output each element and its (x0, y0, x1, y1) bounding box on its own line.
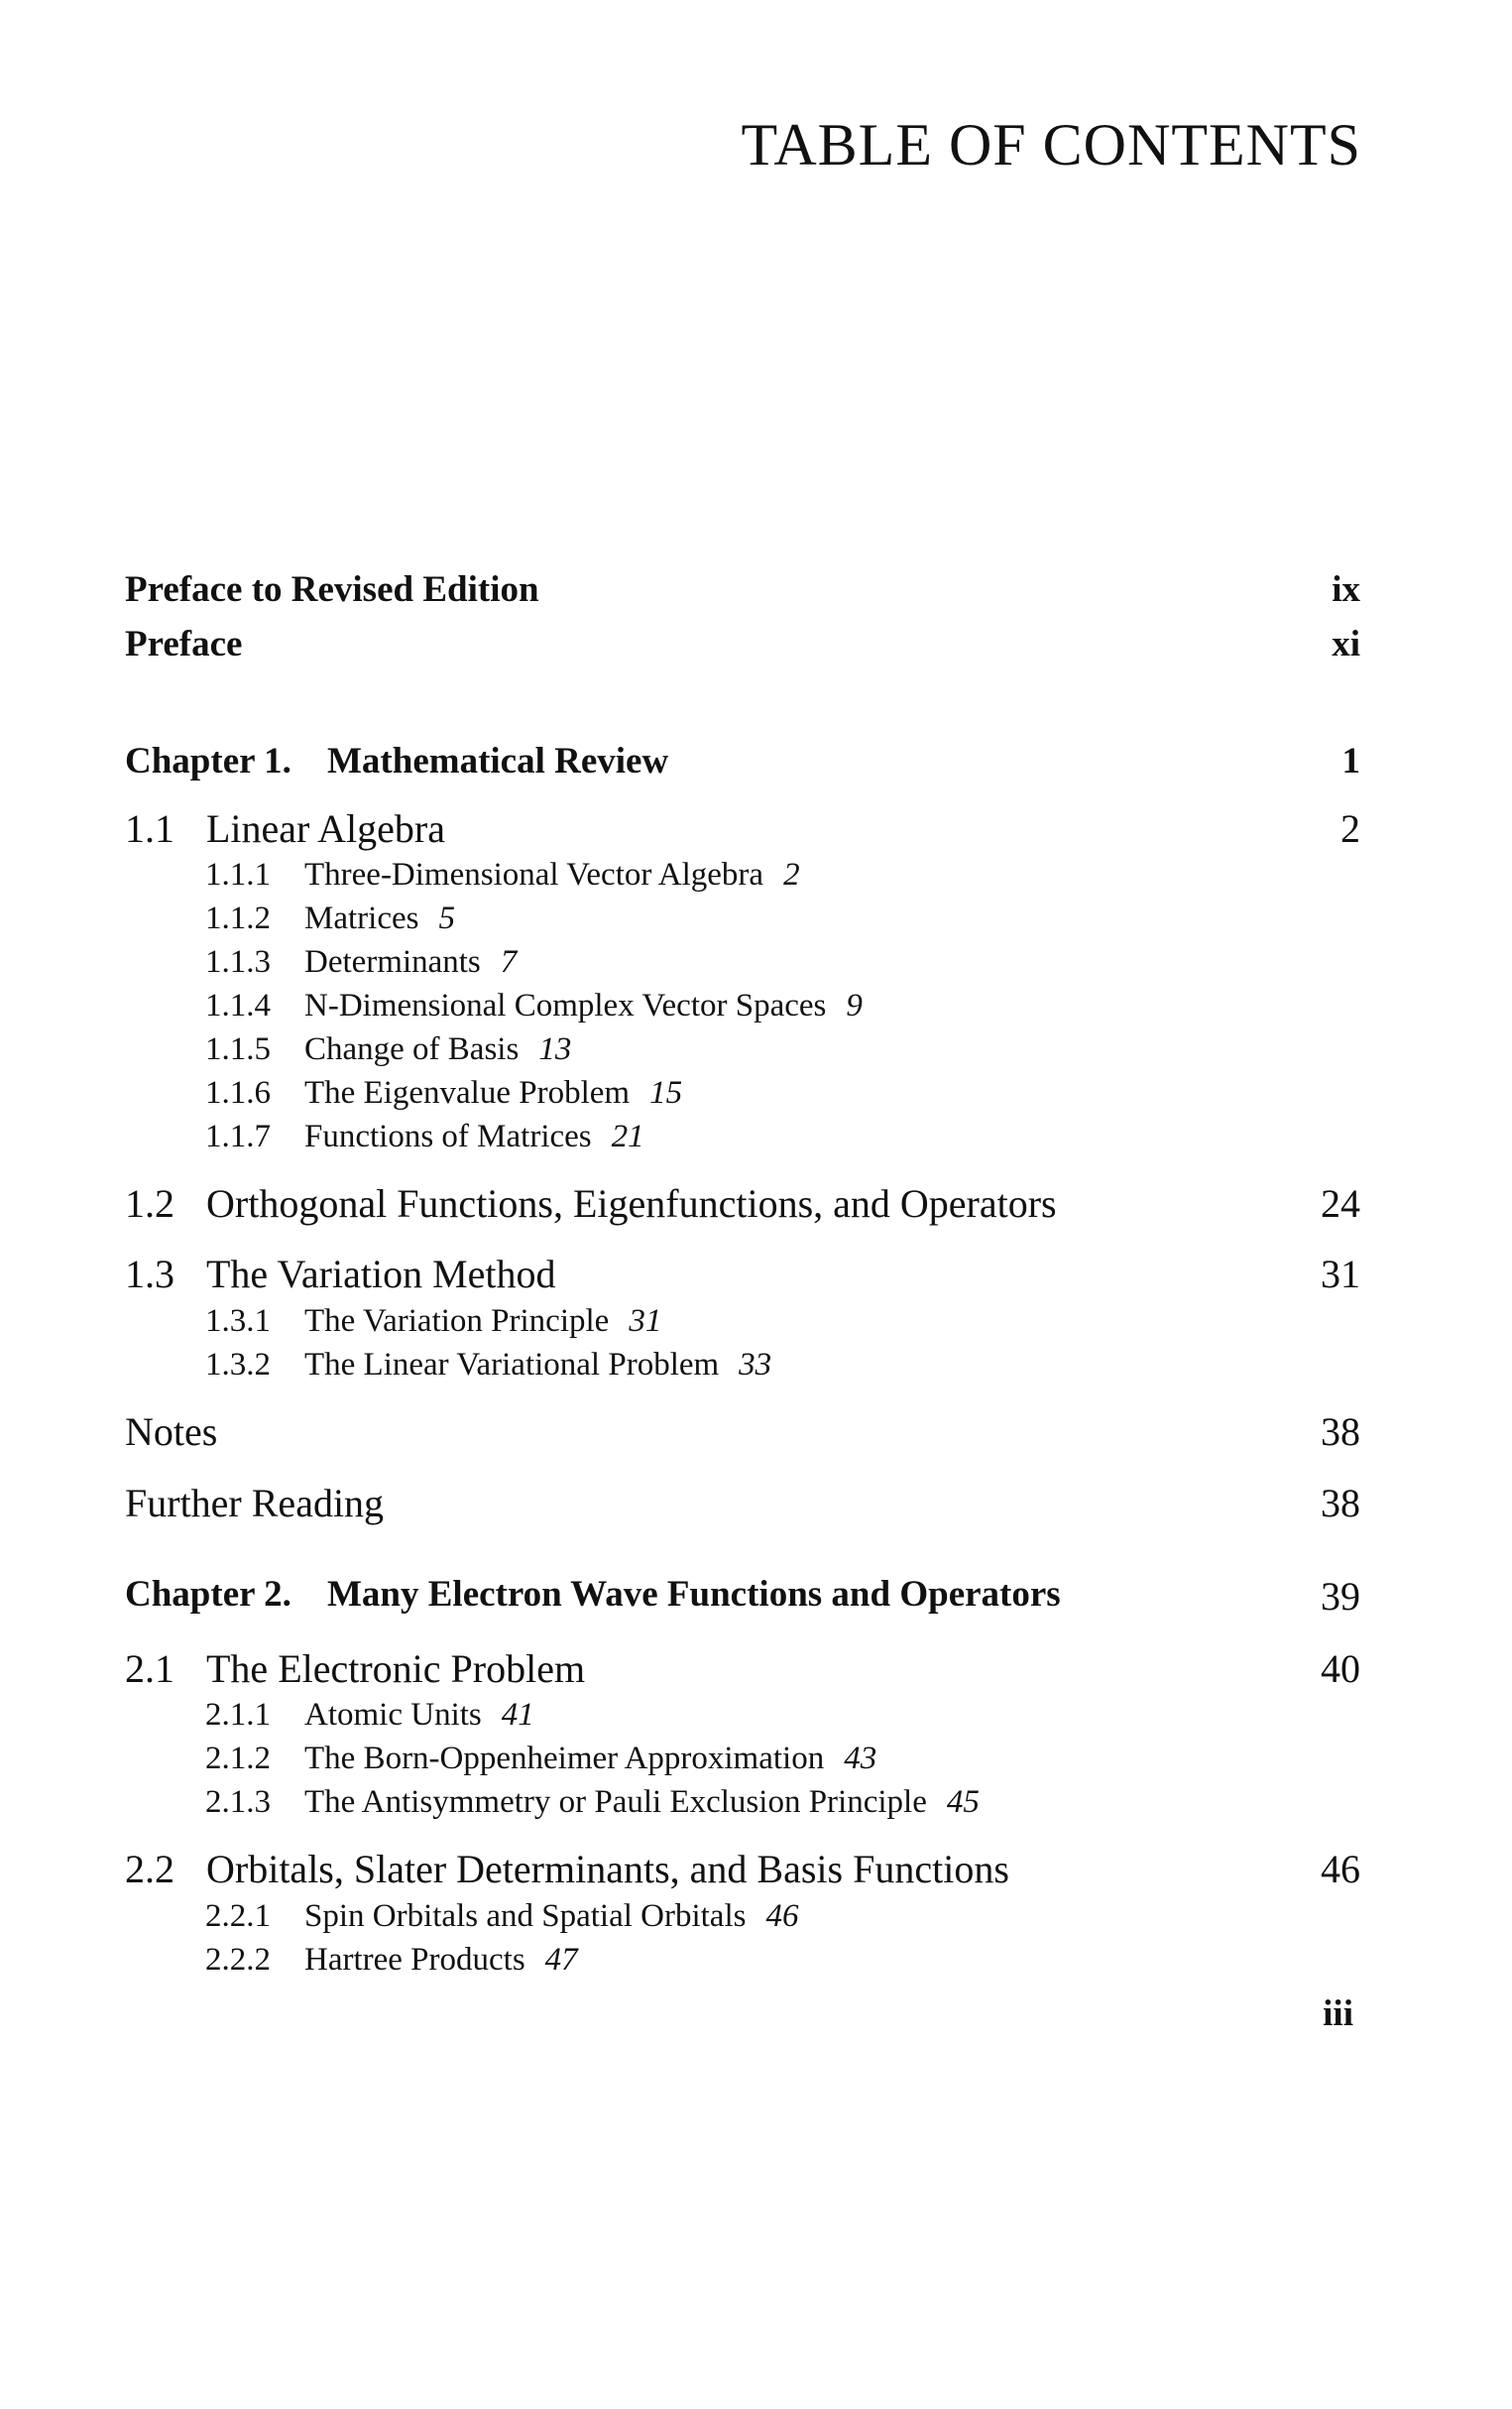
entry-page: 38 (1321, 1409, 1360, 1454)
subsection-page: 15 (649, 1075, 683, 1111)
section-title: Linear Algebra (206, 806, 445, 851)
subsection-page: 21 (611, 1119, 644, 1154)
subsection-title: The Variation Principle (304, 1303, 610, 1339)
chapter-title: Many Electron Wave Functions and Operators (327, 1574, 1061, 1615)
subsection-page: 33 (739, 1347, 772, 1383)
subsection-number: 1.1.7 (205, 1119, 271, 1154)
section-title: Orthogonal Functions, Eigenfunctions, and Operators (206, 1181, 1057, 1226)
subsection-title: N-Dimensional Complex Vector Spaces (304, 988, 827, 1024)
section-number: 2.2 (125, 1847, 174, 1891)
subsection-page: 31 (629, 1303, 662, 1339)
subsection-page: 5 (438, 901, 455, 936)
section-number: 1.2 (125, 1181, 174, 1226)
section-title: The Electronic Problem (206, 1646, 586, 1691)
subsection-number: 1.1.5 (205, 1031, 271, 1067)
subsection-page: 9 (846, 988, 863, 1024)
chapter-label: Chapter 2. (125, 1574, 291, 1615)
entry-label: Further Reading (125, 1481, 385, 1525)
subsection-number: 2.2.2 (205, 1942, 271, 1978)
subsection-title: Determinants (304, 944, 481, 980)
subsection-title: Change of Basis (304, 1031, 520, 1067)
subsection-number: 1.1.3 (205, 944, 271, 980)
entry-label: Preface to Revised Edition (125, 569, 539, 610)
subsection-title: Hartree Products (304, 1942, 525, 1978)
subsection-title: Atomic Units (304, 1697, 482, 1733)
subsection-page: 47 (544, 1942, 578, 1978)
section-page: 2 (1340, 806, 1360, 851)
subsection-title: The Antisymmetry or Pauli Exclusion Principle (304, 1784, 927, 1820)
subsection-title: Matrices (304, 901, 419, 936)
subsection-page: 46 (765, 1898, 799, 1934)
page-title: TABLE OF CONTENTS (741, 112, 1361, 178)
chapter-page: 39 (1321, 1574, 1360, 1619)
subsection-page: 13 (538, 1031, 572, 1067)
section-title: The Variation Method (206, 1252, 556, 1296)
section-page: 31 (1321, 1252, 1360, 1296)
subsection-number: 1.1.1 (205, 857, 271, 893)
subsection-number: 2.2.1 (205, 1898, 271, 1934)
subsection-page: 43 (844, 1741, 877, 1776)
subsection-title: The Linear Variational Problem (304, 1347, 720, 1383)
page-folio: iii (1323, 1993, 1353, 2034)
subsection-number: 1.1.6 (205, 1075, 271, 1111)
subsection-title: The Born-Oppenheimer Approximation (304, 1741, 825, 1776)
subsection-number: 2.1.1 (205, 1697, 271, 1733)
subsection-number: 1.1.4 (205, 988, 271, 1024)
section-page: 40 (1321, 1646, 1360, 1691)
chapter-label: Chapter 1. (125, 741, 291, 782)
chapter-title: Mathematical Review (327, 741, 669, 782)
section-title: Orbitals, Slater Determinants, and Basis Functions (206, 1847, 1009, 1891)
subsection-page: 7 (500, 944, 518, 980)
subsection-number: 1.3.2 (205, 1347, 271, 1383)
entry-label: Preface (125, 624, 243, 664)
section-number: 1.1 (125, 806, 174, 851)
entry-page: xi (1332, 624, 1360, 664)
subsection-number: 1.1.2 (205, 901, 271, 936)
subsection-page: 45 (946, 1784, 980, 1820)
subsection-number: 2.1.3 (205, 1784, 271, 1820)
subsection-number: 2.1.2 (205, 1741, 271, 1776)
section-number: 2.1 (125, 1646, 174, 1691)
subsection-number: 1.3.1 (205, 1303, 271, 1339)
entry-page: ix (1332, 569, 1360, 610)
subsection-title: The Eigenvalue Problem (304, 1075, 631, 1111)
section-page: 24 (1321, 1181, 1360, 1226)
section-number: 1.3 (125, 1252, 174, 1296)
subsection-page: 2 (783, 857, 800, 893)
entry-page: 38 (1321, 1481, 1360, 1525)
subsection-title: Three-Dimensional Vector Algebra (304, 857, 764, 893)
subsection-title: Spin Orbitals and Spatial Orbitals (304, 1898, 747, 1934)
subsection-title: Functions of Matrices (304, 1119, 592, 1154)
subsection-page: 41 (501, 1697, 534, 1733)
section-page: 46 (1321, 1847, 1360, 1891)
entry-label: Notes (125, 1409, 218, 1454)
chapter-page: 1 (1341, 741, 1360, 782)
